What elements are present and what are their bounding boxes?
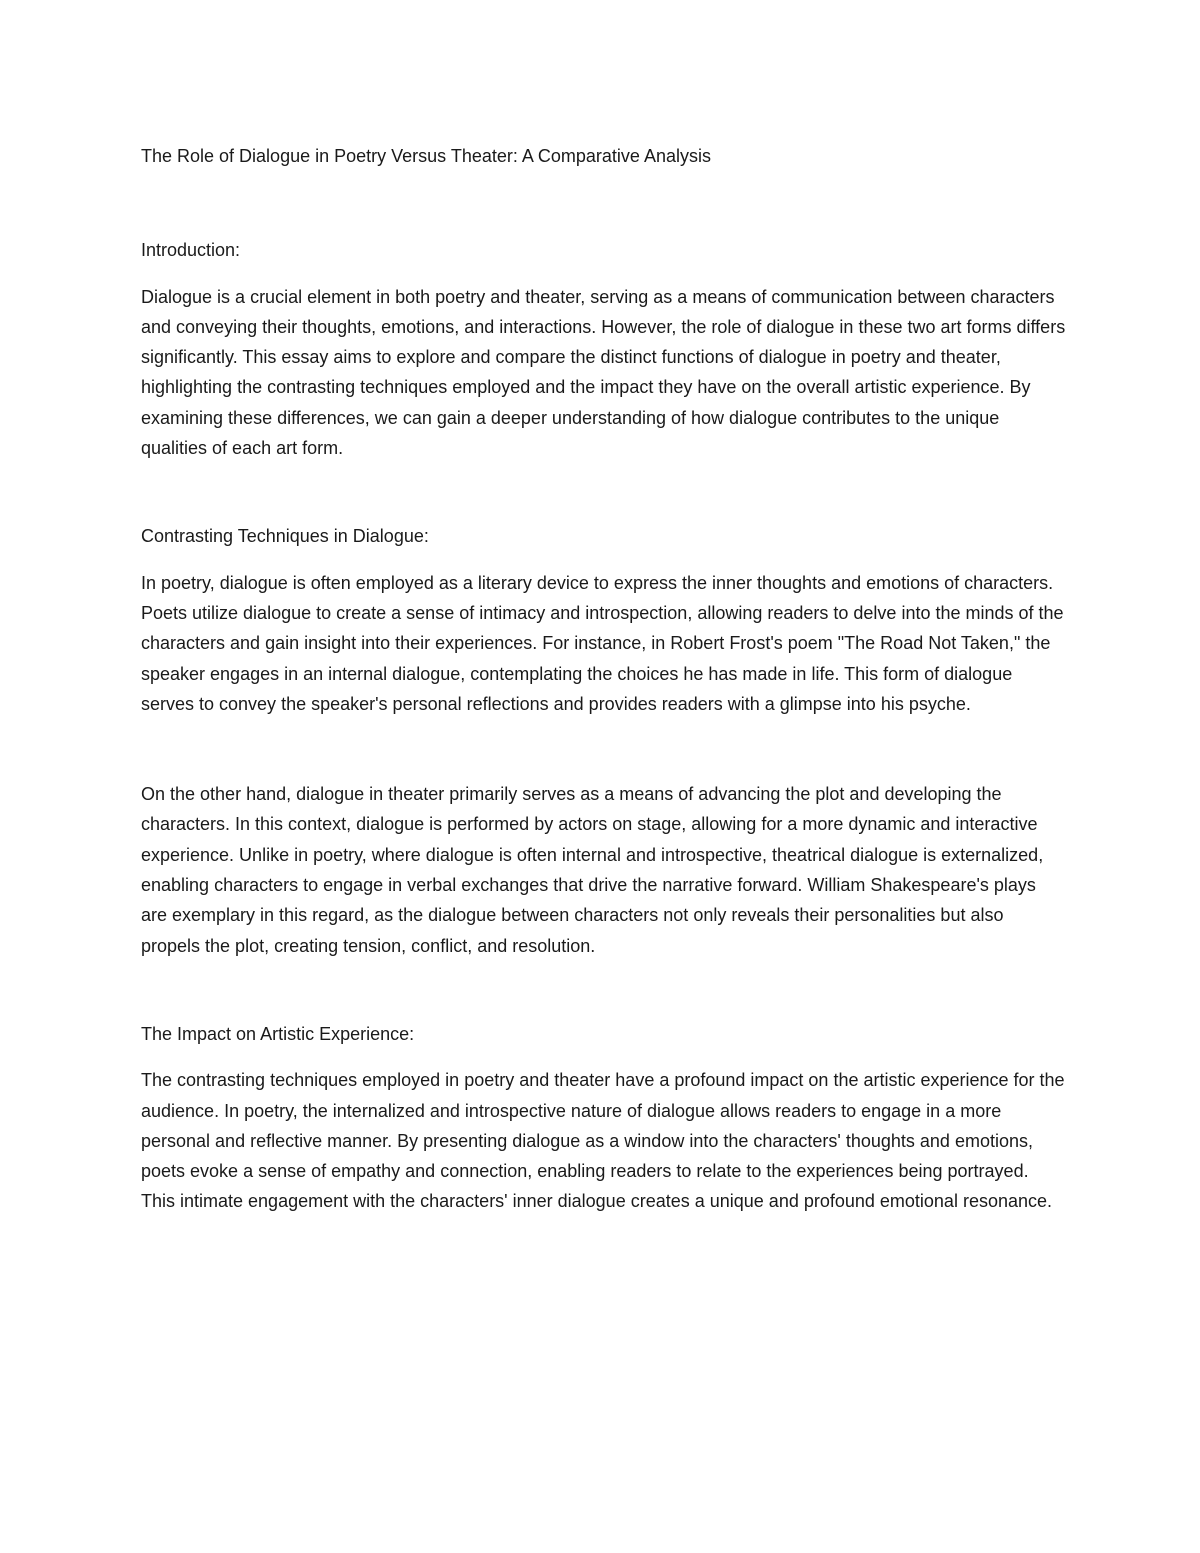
paragraph-introduction: Dialogue is a crucial element in both poetry and theater, serving as a means of communication between characters and conveying their thoughts, emotions, and interactions. However, the role of dialogue in these two art forms differs significantly. This essay aims to explore and compare the distinct functions of dialogue in poetry and theater, highlighting the contrasting techniques employed and the impact they have on the overall artistic experience. By examining these differences, we can gain a deeper understanding of how dialogue contributes to the unique qualities of each art form. xyxy=(141,286,1066,459)
section-heading-contrasting-techniques: Contrasting Techniques in Dialogue: xyxy=(141,526,429,547)
section-heading-impact: The Impact on Artistic Experience: xyxy=(141,1023,415,1044)
paragraph-theater-dialogue: On the other hand, dialogue in theater primarily serves as a means of advancing the plot and developing the characters. In this context, dialogue is performed by actors on stage, allowing for a more dynamic and interactive experience. Unlike in poetry, where dialogue is often internal and introspective, theatrical dialogue is externalized, enabling characters to engage in verbal exchanges that drive the narrative forward. William Shakespeare's plays are exemplary in this regard, as the dialogue between characters not only reveals their personalities but also propels the plot, creating tension, conflict, and resolution. xyxy=(141,784,1044,956)
document-title: The Role of Dialogue in Poetry Versus Theater: A Comparative Analysis xyxy=(141,146,711,166)
paragraph-poetry-dialogue: In poetry, dialogue is often employed as a literary device to express the inner thoughts and emotions of characters. Poets utilize dialogue to create a sense of intimacy and introspection, allowing readers to delve into the minds of the characters and gain insight into their experiences. For instance, in Robert Frost's poem "The Road Not Taken," the speaker engages in an internal dialogue, contemplating the choices he has made in life. This form of dialogue serves to convey the speaker's personal reflections and provides readers with a glimpse into his psyche. xyxy=(141,572,1064,714)
section-heading-introduction: Introduction: xyxy=(141,240,241,261)
paragraph-impact: The contrasting techniques employed in poetry and theater have a profound impact on the artistic experience for the audience. In poetry, the internalized and introspective nature of dialogue allows readers to engage in a more personal and reflective manner. By presenting dialogue as a window into the characters' thoughts and emotions, poets evoke a sense of empathy and connection, enabling readers to relate to the experiences being portrayed. This intimate engagement with the characters' inner dialogue creates a unique and profound emotional resonance. xyxy=(141,1070,1065,1212)
document-body xyxy=(141,141,1066,1277)
